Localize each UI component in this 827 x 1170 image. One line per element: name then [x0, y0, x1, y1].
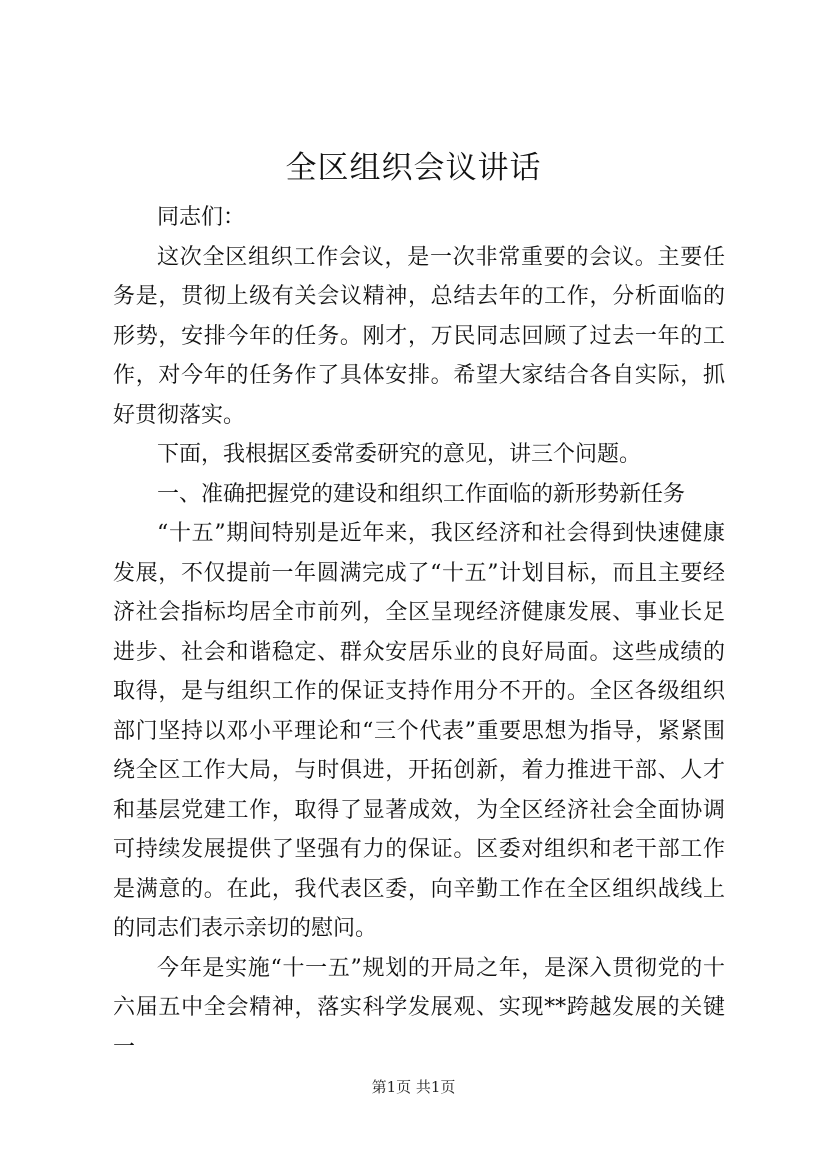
document-body: [113, 198, 725, 1067]
salutation-paragraph: 同志们：: [157, 205, 246, 230]
section-heading: 一、准确把握党的建设和组织工作面临的新形势新任务: [157, 481, 686, 507]
body-paragraph: “十五”期间特别是近年来，我区经济和社会得到快速健康发展，不仅提前一年圆满完成了“十五”计划目标，而且主要经济社会指标均居全市前列，全区呈现经济健康发展、事业长足进步、社会和谐稳定、群众安居乐业的良好局面。这些成绩的取得，是与组织工作的保证支持作用分不开的。全区各级组织部门坚持以邓小平理论和“三个代表”重要思想为指导，紧紧围绕全区工作大局，与时俱进，开拓创新，着力推进干部、人才和基层党建工作，取得了显著成效，为全区经济社会全面协调可持续发展提供了坚强有力的保证。区委对组织和老干部工作是满意的。在此，我代表区委，向辛勤工作在全区组织战线上的同志们表示亲切的慰问。: [113, 521, 725, 941]
body-paragraph: 今年是实施“十一五”规划的开局之年，是深入贯彻党的十六届五中全会精神，落实科学发展观、实现**跨越发展的关键一: [113, 955, 725, 1060]
body-paragraph: 下面，我根据区委常委研究的意见，讲三个问题。: [157, 442, 642, 467]
body-paragraph: 这次全区组织工作会议，是一次非常重要的会议。主要任务是，贯彻上级有关会议精神，总结去年的工作，分析面临的形势，安排今年的任务。刚才，万民同志回顾了过去一年的工作，对今年的任务作了具体安排。希望大家结合各自实际，抓好贯彻落实。: [113, 244, 725, 428]
document-title: 全区组织会议讲话: [285, 150, 542, 186]
page-footer: 第1页 共1页: [371, 1078, 456, 1096]
